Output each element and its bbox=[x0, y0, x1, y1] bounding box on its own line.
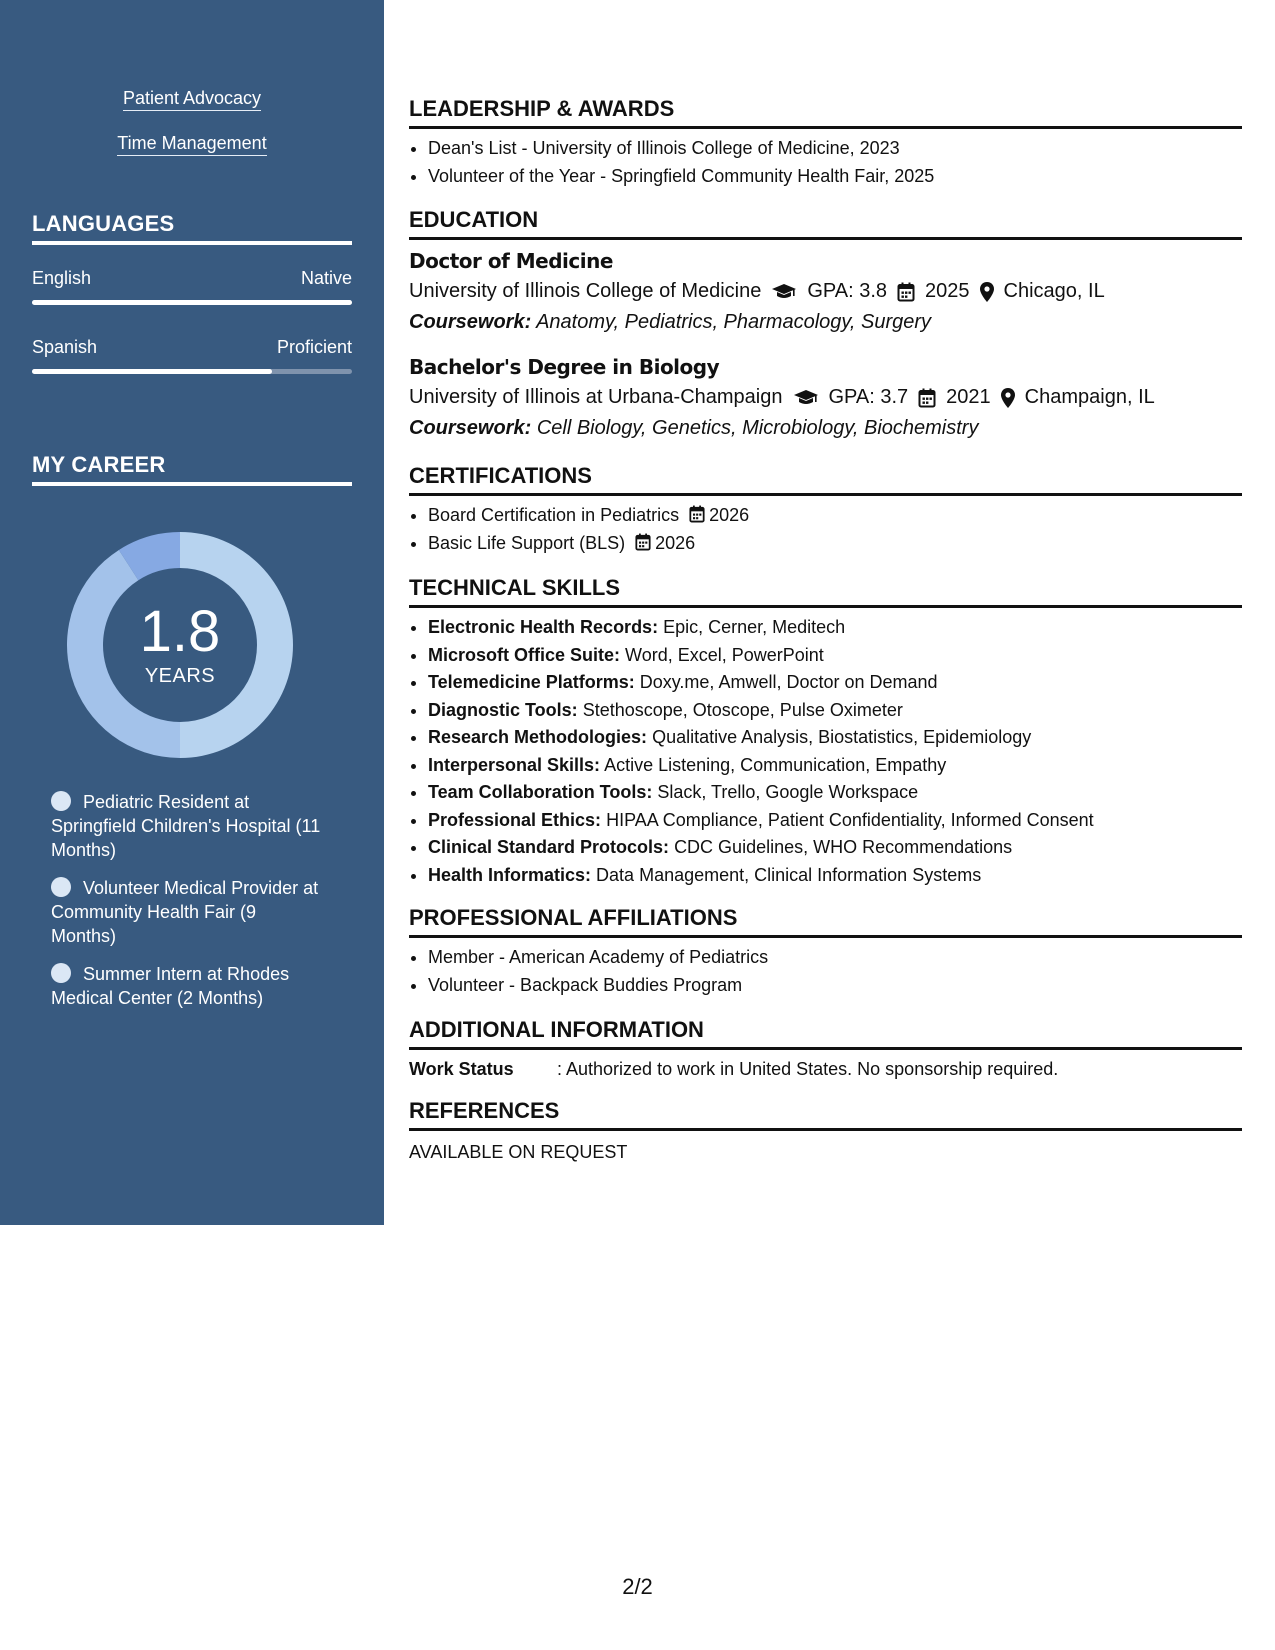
coursework bbox=[409, 417, 978, 440]
affiliations-heading: PROFESSIONAL AFFILIATIONS bbox=[409, 905, 1242, 938]
technical-skills-heading: TECHNICAL SKILLS bbox=[409, 575, 1242, 608]
list-item: • Volunteer - Backpack Buddies Program bbox=[428, 972, 768, 1000]
coursework-text: Cell Biology, Genetics, Microbiology, Biochemistry bbox=[536, 417, 979, 439]
references-heading: REFERENCES bbox=[409, 1098, 1242, 1131]
language-name: English bbox=[32, 268, 92, 288]
certifications-heading: CERTIFICATIONS bbox=[409, 463, 1242, 496]
work-status-label: Work Status bbox=[409, 1059, 514, 1079]
list-item: • Diagnostic Tools: Stethoscope, Otoscope, Pulse Oximeter bbox=[428, 697, 1094, 725]
languages-heading: LANGUAGES bbox=[32, 211, 352, 245]
career-years-value: 1.8 bbox=[139, 598, 221, 664]
page-number: 2/2 bbox=[622, 1574, 653, 1599]
graduation-cap-icon bbox=[793, 389, 819, 407]
skill-link-patient-advocacy[interactable]: Patient Advocacy bbox=[0, 88, 384, 109]
career-heading: MY CAREER bbox=[32, 452, 352, 486]
list-item: • Microsoft Office Suite: Word, Excel, PowerPoint bbox=[428, 642, 1094, 670]
coursework-label: Coursework: bbox=[409, 417, 532, 439]
language-bar-spanish bbox=[32, 369, 352, 374]
graduation-year: 2021 bbox=[946, 386, 991, 408]
list-item: • Electronic Health Records: Epic, Cerner, Meditech bbox=[428, 614, 1094, 642]
degree-title: Bachelor's Degree in Biology bbox=[409, 355, 720, 379]
additional-info-heading: ADDITIONAL INFORMATION bbox=[409, 1017, 1242, 1050]
leadership-heading: LEADERSHIP & AWARDS bbox=[409, 96, 1242, 129]
language-bar-english bbox=[32, 300, 352, 305]
coursework bbox=[409, 311, 931, 334]
list-item: • Dean's List - University of Illinois College of Medicine, 2023 bbox=[428, 135, 934, 163]
language-name: Spanish bbox=[32, 337, 98, 357]
list-item: • Professional Ethics: HIPAA Compliance, Patient Confidentiality, Informed Consent bbox=[428, 807, 1094, 835]
bullet-dot-icon bbox=[51, 791, 71, 811]
bullet-dot-icon bbox=[51, 877, 71, 897]
calendar-icon bbox=[689, 505, 705, 523]
coursework-label: Coursework: bbox=[409, 311, 532, 333]
career-item: Pediatric Resident at Springfield Children's Hospital (11 Months) bbox=[51, 792, 321, 860]
career-donut-chart bbox=[67, 532, 293, 758]
calendar-icon bbox=[897, 282, 915, 302]
school-location: Chicago, IL bbox=[1003, 280, 1105, 302]
list-item: • Health Informatics: Data Management, Clinical Information Systems bbox=[428, 862, 1094, 890]
bullet-dot-icon bbox=[51, 963, 71, 983]
degree-title: Doctor of Medicine bbox=[409, 249, 613, 273]
coursework-text: Anatomy, Pediatrics, Pharmacology, Surgery bbox=[536, 311, 932, 333]
technical-skills-list bbox=[409, 614, 1094, 889]
career-years-unit: YEARS bbox=[144, 664, 216, 687]
gpa: GPA: 3.8 bbox=[807, 280, 888, 302]
skill-link-time-management[interactable]: Time Management bbox=[0, 133, 384, 154]
list-item: • Board Certification in Pediatrics 2026 bbox=[428, 502, 749, 530]
education-heading: EDUCATION bbox=[409, 207, 1242, 240]
list-item: • Team Collaboration Tools: Slack, Trello, Google Workspace bbox=[428, 779, 1094, 807]
list-item: • Telemedicine Platforms: Doxy.me, Amwell, Doctor on Demand bbox=[428, 669, 1094, 697]
donut-center bbox=[67, 532, 293, 758]
affiliations-list bbox=[409, 944, 768, 999]
graduation-year: 2025 bbox=[925, 280, 970, 302]
list-item: • Research Methodologies: Qualitative Analysis, Biostatistics, Epidemiology bbox=[428, 724, 1094, 752]
education-details bbox=[409, 280, 1105, 303]
certifications-list bbox=[409, 502, 749, 557]
work-status-value: : Authorized to work in United States. No sponsorship required. bbox=[557, 1059, 1059, 1079]
gpa: GPA: 3.7 bbox=[828, 386, 909, 408]
language-bar-fill bbox=[32, 369, 272, 374]
education-details bbox=[409, 386, 1155, 409]
career-item: Volunteer Medical Provider at Community Health Fair (9 Months) bbox=[51, 878, 319, 946]
career-item: Summer Intern at Rhodes Medical Center (2 Months) bbox=[51, 964, 290, 1008]
language-row-english bbox=[32, 268, 352, 289]
school-name: University of Illinois College of Medicine bbox=[409, 280, 762, 302]
language-level: Proficient bbox=[276, 337, 352, 357]
references-text: AVAILABLE ON REQUEST bbox=[409, 1142, 628, 1162]
list-item: • Member - American Academy of Pediatrics bbox=[428, 944, 768, 972]
work-status bbox=[409, 1059, 1058, 1080]
leadership-list bbox=[409, 135, 934, 190]
list-item: • Volunteer of the Year - Springfield Community Health Fair, 2025 bbox=[428, 163, 934, 191]
graduation-cap-icon bbox=[771, 283, 797, 301]
school-location: Champaign, IL bbox=[1024, 386, 1155, 408]
language-level: Native bbox=[300, 268, 352, 288]
list-item: • Basic Life Support (BLS) 2026 bbox=[428, 530, 749, 558]
calendar-icon bbox=[635, 533, 651, 551]
map-pin-icon bbox=[980, 282, 994, 302]
list-item: • Interpersonal Skills: Active Listening, Communication, Empathy bbox=[428, 752, 1094, 780]
map-pin-icon bbox=[1001, 388, 1015, 408]
language-row-spanish bbox=[32, 337, 352, 358]
sidebar bbox=[0, 0, 384, 1225]
list-item: • Clinical Standard Protocols: CDC Guidelines, WHO Recommendations bbox=[428, 834, 1094, 862]
career-list bbox=[51, 790, 321, 1024]
school-name: University of Illinois at Urbana-Champaign bbox=[409, 386, 783, 408]
language-bar-fill bbox=[32, 300, 352, 305]
calendar-icon bbox=[918, 388, 936, 408]
